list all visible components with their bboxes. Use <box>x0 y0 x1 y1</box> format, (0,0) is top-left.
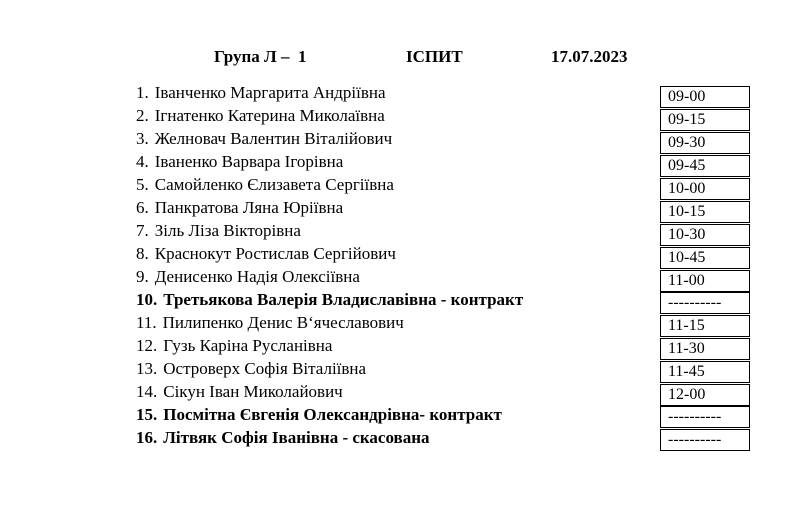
time-slot: 09-15 <box>660 109 750 131</box>
student-name: Іваненко Варвара Ігорівна <box>154 152 344 171</box>
student-row <box>136 426 430 449</box>
time-slot: 10-15 <box>660 201 750 223</box>
student-number: 2. <box>136 106 149 125</box>
student-row <box>136 173 394 196</box>
student-number: 16. <box>136 428 158 447</box>
student-name: Желновач Валентин Віталійович <box>154 129 393 148</box>
time-slot: ---------- <box>660 429 750 451</box>
group-title: Група Л – 1 <box>214 47 307 66</box>
student-name: Краснокут Ростислав Сергійович <box>154 244 396 263</box>
student-number: 12. <box>136 336 158 355</box>
student-row <box>136 81 386 104</box>
time-slot: 10-00 <box>660 178 750 200</box>
student-name: Островерх Софія Віталіївна <box>163 359 367 378</box>
student-name: Сікун Іван Миколайович <box>163 382 343 401</box>
student-name: Посмітна Євгенія Олександрівна- контракт <box>163 405 502 424</box>
student-number: 1. <box>136 83 149 102</box>
student-number: 7. <box>136 221 149 240</box>
student-number: 3. <box>136 129 149 148</box>
student-number: 9. <box>136 267 149 286</box>
student-row <box>136 104 385 127</box>
time-slot: 11-30 <box>660 338 750 360</box>
student-number: 14. <box>136 382 158 401</box>
time-slot: 10-45 <box>660 247 750 269</box>
student-row <box>136 357 366 380</box>
student-name: Гузь Каріна Русланівна <box>163 336 333 355</box>
student-number: 5. <box>136 175 149 194</box>
time-slot: 09-00 <box>660 86 750 108</box>
student-row <box>136 219 301 242</box>
student-name: Зіль Ліза Вікторівна <box>154 221 301 240</box>
student-number: 8. <box>136 244 149 263</box>
student-name: Пилипенко Денис В‘ячеславович <box>162 313 404 332</box>
student-row <box>136 403 502 426</box>
student-number: 10. <box>136 290 158 309</box>
time-slot: 11-15 <box>660 315 750 337</box>
student-name: Літвяк Софія Іванівна - скасована <box>163 428 430 447</box>
time-slot: 12-00 <box>660 384 750 406</box>
student-name: Панкратова Ляна Юріївна <box>154 198 344 217</box>
student-row <box>136 380 343 403</box>
student-row <box>136 127 392 150</box>
student-name: Третьякова Валерія Владиславівна - контракт <box>163 290 524 309</box>
student-number: 6. <box>136 198 149 217</box>
exam-date: 17.07.2023 <box>551 47 628 66</box>
student-row <box>136 196 343 219</box>
time-slot: 11-45 <box>660 361 750 383</box>
student-row <box>136 242 396 265</box>
student-name: Іванченко Маргарита Андріївна <box>154 83 386 102</box>
exam-title: ІСПИТ <box>406 47 463 66</box>
time-slot: 10-30 <box>660 224 750 246</box>
student-row <box>136 334 332 357</box>
student-row <box>136 311 404 334</box>
student-number: 11. <box>136 313 157 332</box>
student-number: 4. <box>136 152 149 171</box>
student-row <box>136 265 360 288</box>
time-slot: 09-45 <box>660 155 750 177</box>
student-name: Денисенко Надія Олексіївна <box>154 267 360 286</box>
time-slot: 09-30 <box>660 132 750 154</box>
time-slot: ---------- <box>660 406 750 428</box>
student-name: Самойленко Єлизавета Сергіївна <box>154 175 394 194</box>
time-slot: 11-00 <box>660 270 750 292</box>
student-number: 13. <box>136 359 158 378</box>
student-row <box>136 288 523 311</box>
student-row <box>136 150 343 173</box>
student-number: 15. <box>136 405 158 424</box>
time-slot: ---------- <box>660 292 750 314</box>
student-name: Ігнатенко Катерина Миколаївна <box>154 106 385 125</box>
